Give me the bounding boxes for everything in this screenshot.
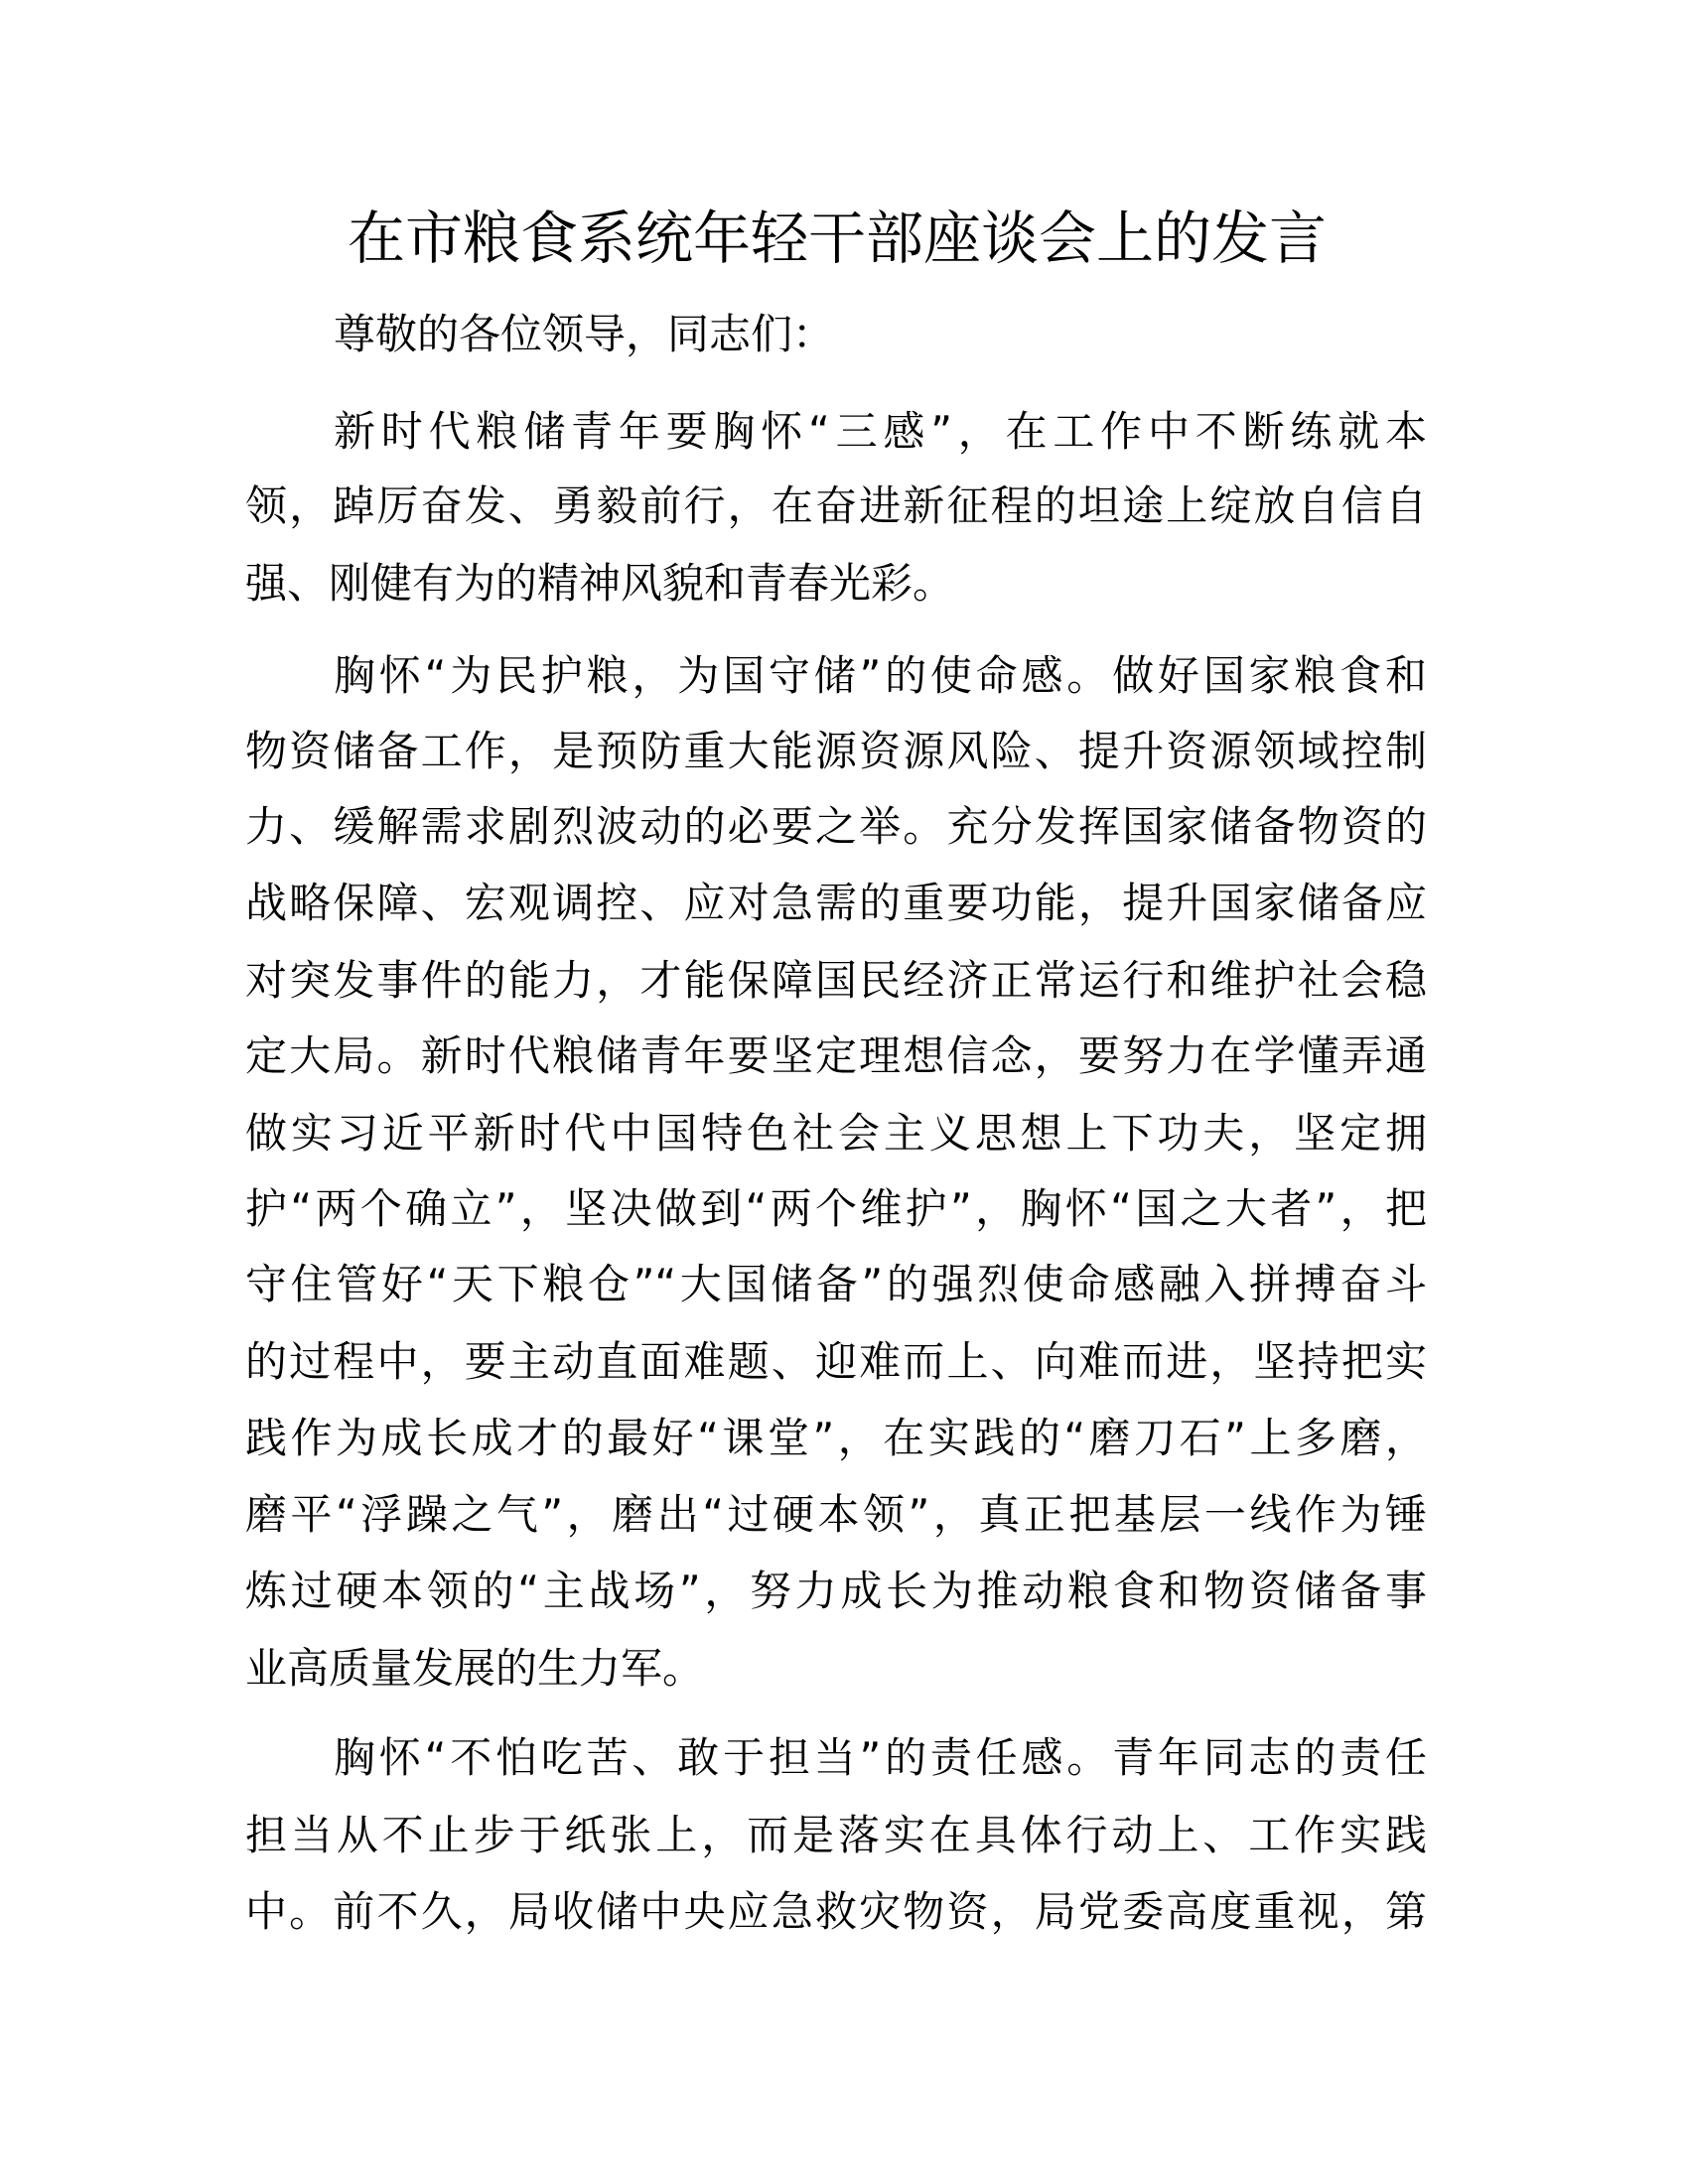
text-line: 的过程中，要主动直面难题、迎难而上、向难而进，坚持把实: [245, 1337, 1427, 1386]
text-line: 对突发事件的能力，才能保障国民经济正常运行和维护社会稳: [245, 956, 1427, 1005]
text-line: 定大局。新时代粮储青年要坚定理想信念，要努力在学懂弄通: [245, 1031, 1427, 1080]
text-line: 领，踔厉奋发、勇毅前行，在奋进新征程的坦途上绽放自信自: [245, 481, 1427, 530]
text-line: 力、缓解需求剧烈波动的必要之举。充分发挥国家储备物资的: [245, 802, 1427, 851]
text-line: 强、刚健有为的精神风貌和青春光彩。: [245, 559, 955, 608]
text-line: 做实习近平新时代中国特色社会主义思想上下功夫，坚定拥: [245, 1109, 1427, 1158]
text-line: 胸怀“不怕吃苦、敢于担当”的责任感。青年同志的责任: [334, 1733, 1427, 1782]
text-line: 担当从不止步于纸张上，而是落实在具体行动上、工作实践: [245, 1811, 1427, 1859]
text-line: 胸怀“为民护粮，为国守储”的使命感。做好国家粮食和: [334, 651, 1427, 700]
text-line: 守住管好“天下粮仓”“大国储备”的强烈使命感融入拼搏奋斗: [245, 1260, 1427, 1308]
text-line: 战略保障、宏观调控、应对急需的重要功能，提升国家储备应: [245, 879, 1427, 927]
text-line: 磨平“浮躁之气”，磨出“过硬本领”，真正把基层一线作为锤: [245, 1490, 1427, 1539]
text-line: 物资储备工作，是预防重大能源资源风险、提升资源领域控制: [245, 727, 1427, 775]
text-line: 中。前不久，局收储中央应急救灾物资，局党委高度重视，第: [245, 1887, 1427, 1936]
text-line: 业高质量发展的生力军。: [245, 1644, 705, 1693]
salutation: 尊敬的各位领导，同志们：: [334, 310, 835, 358]
document-title: 在市粮食系统年轻干部座谈会上的发言: [348, 205, 1328, 272]
text-line: 践作为成长成才的最好“课堂”，在实践的“磨刀石”上多磨，: [245, 1414, 1427, 1462]
text-line: 炼过硬本领的“主战场”，努力成长为推动粮食和物资储备事: [245, 1567, 1427, 1615]
text-line: 护“两个确立”，坚决做到“两个维护”，胸怀“国之大者”，把: [245, 1184, 1427, 1233]
text-line: 新时代粮储青年要胸怀“三感”，在工作中不断练就本: [334, 407, 1427, 456]
